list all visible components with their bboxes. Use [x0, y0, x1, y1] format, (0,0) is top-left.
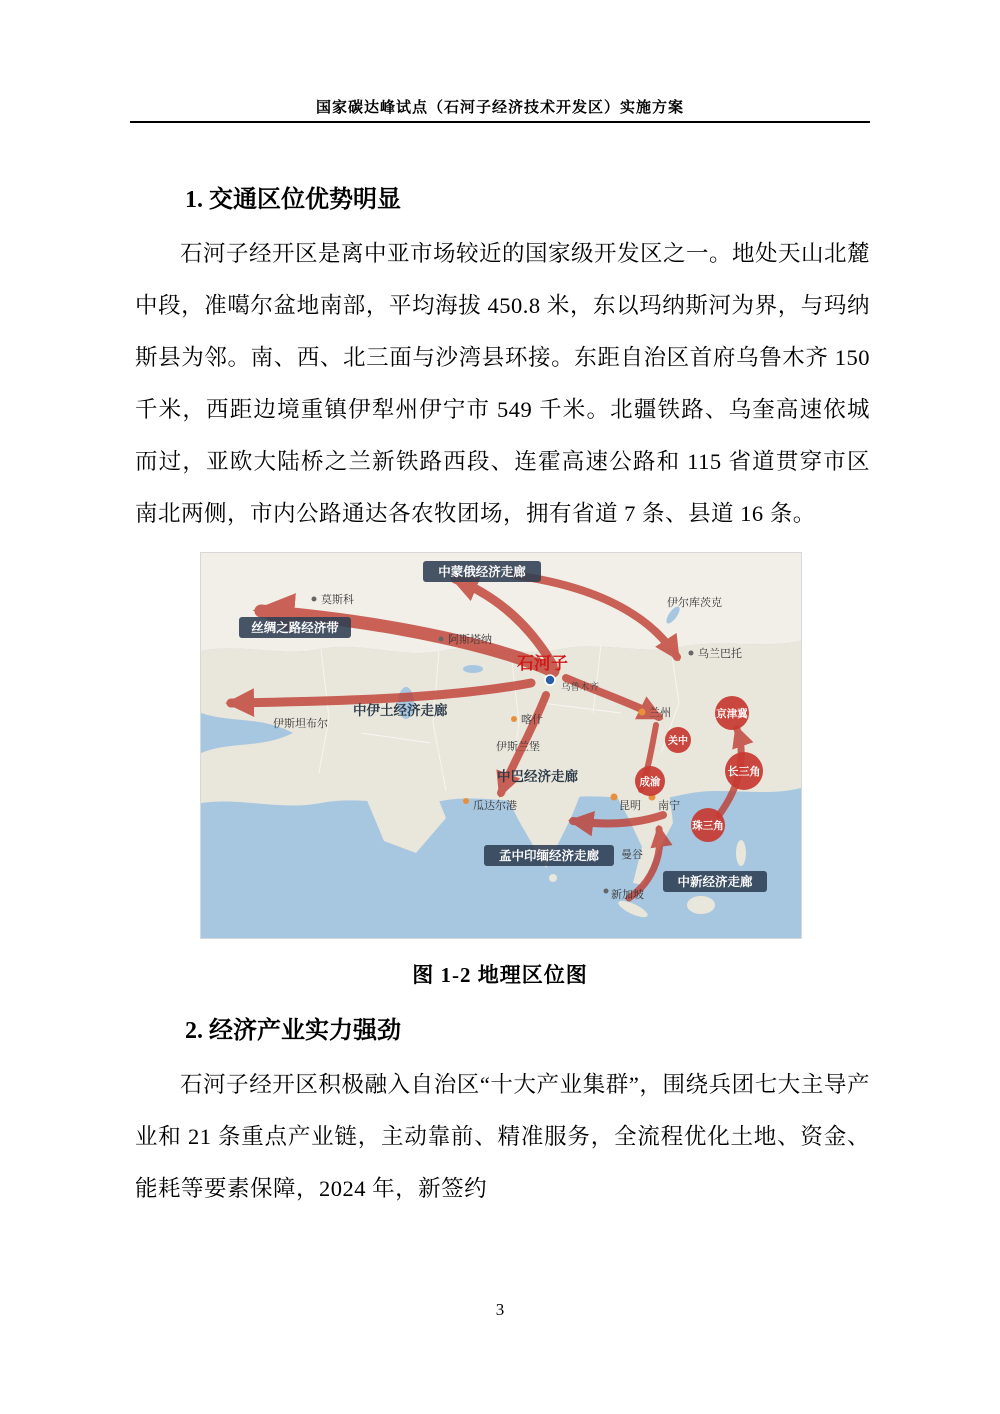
city-label-irkutsk: 伊尔库茨克 [667, 597, 722, 609]
cluster-label-pearl-delta: 珠三角 [692, 820, 724, 832]
document-header: 国家碳达峰试点（石河子经济技术开发区）实施方案 [315, 100, 684, 116]
cluster-label-chengyu: 成渝 [639, 776, 661, 788]
map-island-philippines [736, 840, 746, 866]
city-label-astana: 阿斯塔纳 [448, 634, 492, 646]
highlight-city-label: 石河子 [517, 654, 568, 673]
corridor-label-china-singapore: 中新经济走廊 [677, 875, 753, 889]
city-label-kashgar: 喀什 [521, 714, 543, 726]
cluster-label-jingjinji: 京津冀 [716, 708, 748, 720]
geography-map [200, 552, 802, 939]
city-label-singapore: 新加坡 [611, 889, 644, 901]
city-label-kunming: 昆明 [619, 800, 641, 812]
section-1-heading: 1. 交通区位优势明显 [185, 187, 401, 213]
header-divider [130, 121, 870, 123]
corridor-label-bcim: 孟中印缅经济走廊 [498, 849, 600, 863]
cluster-label-guanzhong: 关中 [668, 736, 688, 747]
city-label-moscow: 莫斯科 [321, 594, 354, 606]
section-1-paragraph: 石河子经开区是离中亚市场较近的国家级开发区之一。地处天山北麓中段，准噶尔盆地南部，平均海拔 450.8 米，东以玛纳斯河为界，与玛纳斯县为邻。南、西、北三面与沙湾县环接。东距自治区首府乌鲁木齐 150 千米，西距边境重镇伊犁州伊宁市 549 千米。北疆铁路、乌奎高速依城而过，亚欧大陆桥之兰新铁路西段、连霍高速公路和 115 省道贯穿市区南北两侧，市内公路通达各农牧团场，拥有省道 7 条、县道 16 条。 [135, 241, 871, 526]
city-label-ulaanbaatar: 乌兰巴托 [698, 648, 742, 660]
document-content [135, 128, 870, 1215]
figure-caption: 图 1-2 地理区位图 [412, 963, 588, 987]
section-2-paragraph: 石河子经开区积极融入自治区“十大产业集群”，围绕兵团七大主导产业和 21 条重点产业链，主动靠前、精准服务，全流程优化土地、资金、能耗等要素保障，2024 年，新签约 [135, 1072, 870, 1201]
cluster-label-yangtze-delta: 长三角 [727, 766, 761, 778]
map-lake-balkhash [463, 665, 483, 673]
map-figure [200, 552, 800, 989]
city-label-urumqi: 乌鲁木齐 [561, 682, 600, 693]
corridor-label-silk-road: 丝绸之路经济带 [251, 621, 339, 635]
city-label-islamabad: 伊斯兰堡 [496, 741, 540, 753]
section-2-heading: 2. 经济产业实力强劲 [185, 1018, 401, 1044]
city-label-gwadar: 瓜达尔港 [473, 800, 517, 812]
city-label-lanzhou: 兰州 [649, 707, 671, 719]
map-island-borneo [687, 896, 715, 914]
city-label-nanning: 南宁 [658, 800, 680, 812]
page-number: 3 [495, 1300, 505, 1319]
city-label-istanbul: 伊斯坦布尔 [273, 718, 328, 730]
map-island-srilanka [549, 874, 557, 882]
corridor-label-iran-turkey: 中伊土经济走廊 [353, 703, 448, 718]
corridor-label-china-pakistan: 中巴经济走廊 [497, 769, 578, 784]
city-label-bangkok: 曼谷 [621, 849, 643, 861]
corridor-label-mongolia-russia: 中蒙俄经济走廊 [438, 565, 526, 579]
